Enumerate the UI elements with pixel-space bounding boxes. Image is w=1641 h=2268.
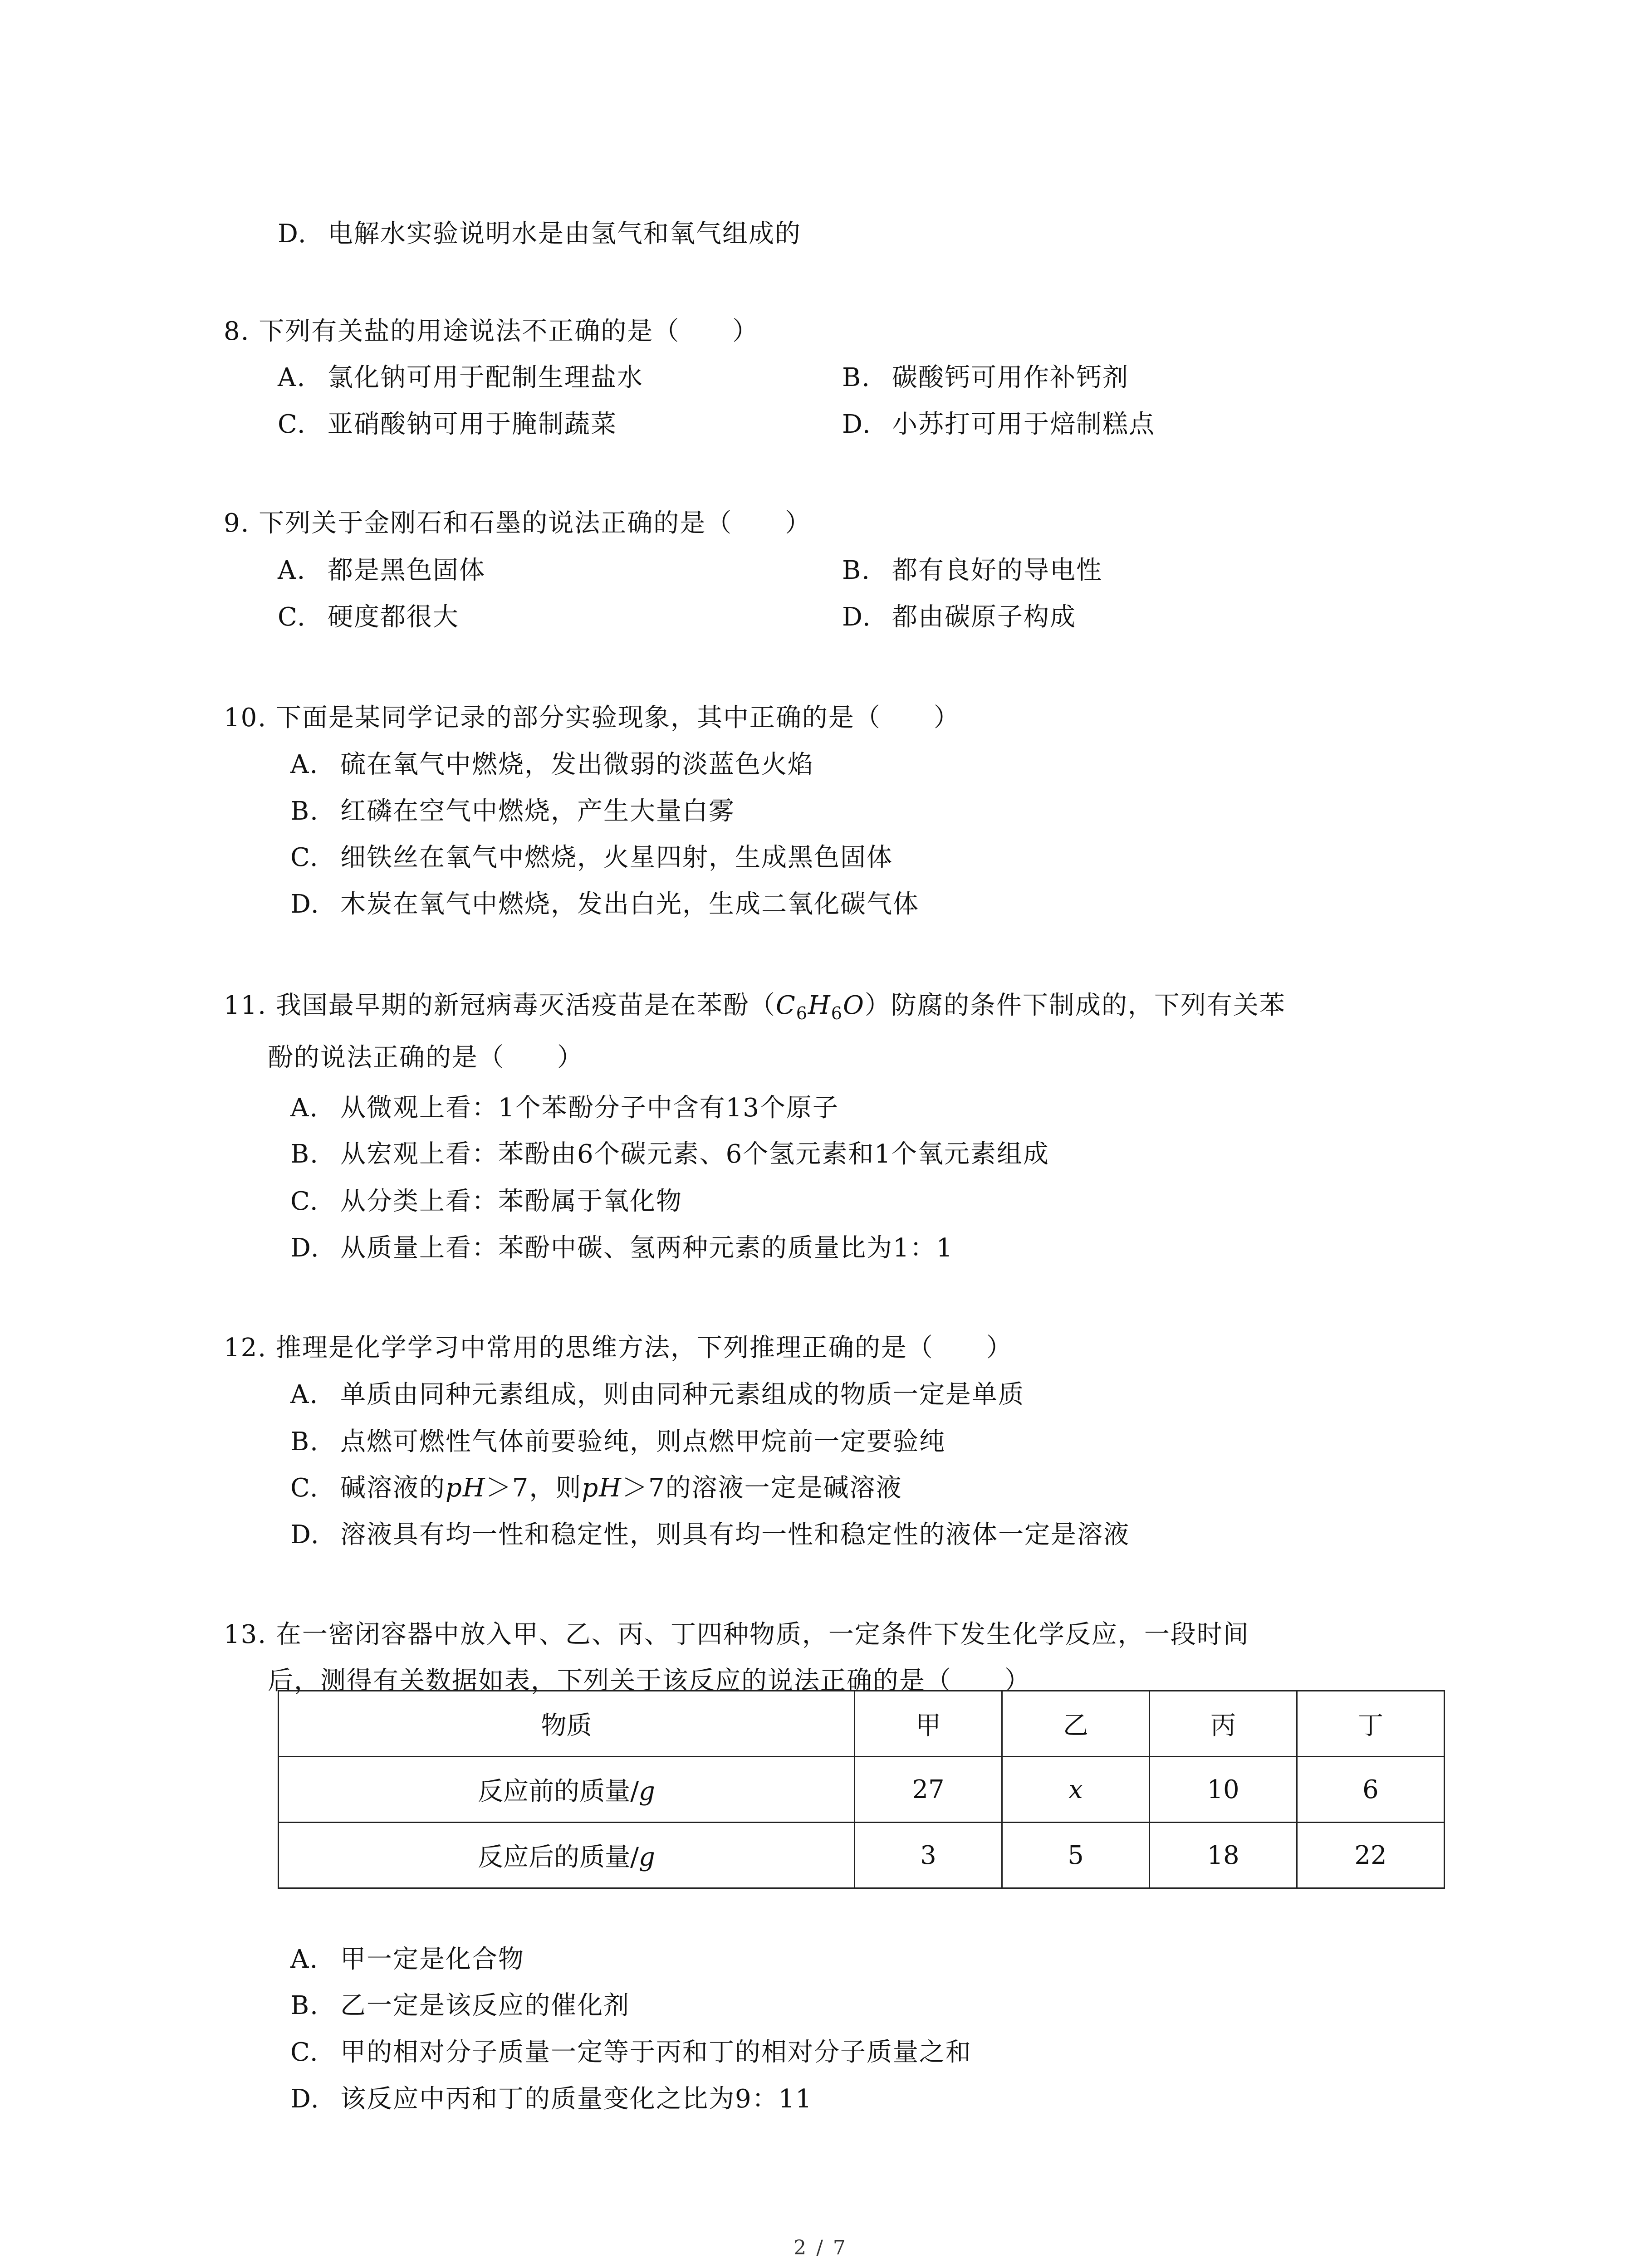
page-number: 2 / 7 (794, 2236, 847, 2259)
option-letter: A. (290, 1093, 319, 1123)
option-text: 甲的相对分子质量一定等于丙和丁的相对分子质量之和 (340, 2038, 972, 2067)
table-cell: 22 (1297, 1823, 1445, 1888)
option-letter: B. (842, 556, 871, 585)
q10-option-d (290, 892, 919, 917)
q11-option-b (290, 1139, 1049, 1169)
stem-text: ）防腐的条件下制成的，下列有关苯 (864, 991, 1286, 1020)
q10-option-a (290, 752, 814, 777)
table-header-cell: 丙 (1150, 1691, 1297, 1757)
option-letter: D. (290, 1520, 320, 1549)
ph-symbol: pH (582, 1473, 622, 1503)
q12-option-a (290, 1382, 1024, 1408)
option-text: 红磷在空气中燃烧，产生大量白雾 (340, 797, 735, 826)
q13-option-d (290, 2084, 813, 2114)
option-letter: D. (290, 2084, 320, 2114)
option-letter: C. (290, 2038, 319, 2067)
option-letter: D. (290, 1233, 320, 1263)
table-header-cell: 乙 (1002, 1691, 1150, 1757)
option-text: 从分类上看：苯酚属于氧化物 (340, 1187, 682, 1216)
table-row (279, 1757, 1445, 1823)
option-text: 都有良好的导电性 (892, 556, 1102, 585)
option-text: 碳酸钙可用作补钙剂 (892, 363, 1129, 392)
q9-stem: 9. 下列关于金刚石和石墨的说法正确的是（ ） (224, 508, 812, 538)
table-row-label (279, 1757, 855, 1823)
option-text: ＞7的溶液一定是碱溶液 (622, 1473, 902, 1503)
option-letter: C. (290, 1473, 319, 1503)
option-letter: C. (290, 843, 319, 872)
q7-option-d (278, 221, 801, 247)
option-text: 溶液具有均一性和稳定性，则具有均一性和稳定性的液体一定是溶液 (340, 1520, 1130, 1549)
table-header-row (279, 1691, 1445, 1757)
table-row (279, 1823, 1445, 1888)
option-text: ＞7，则 (485, 1473, 582, 1503)
q11-option-d (290, 1233, 954, 1263)
option-text: 都由碳原子构成 (892, 602, 1076, 632)
option-letter: C. (278, 410, 306, 439)
formula-h: H (808, 991, 831, 1020)
row-label-text: 反应前的质量/ (478, 1777, 639, 1806)
table-cell: 10 (1150, 1757, 1297, 1823)
option-text: 硫在氧气中燃烧，发出微弱的淡蓝色火焰 (340, 750, 814, 779)
q11-option-a (290, 1095, 839, 1121)
q9-option-d (842, 602, 1076, 632)
q8-option-c (278, 412, 617, 437)
option-letter: C. (290, 1187, 319, 1216)
option-letter: A. (278, 556, 306, 585)
table-cell: 5 (1002, 1823, 1150, 1888)
q8-option-a (278, 365, 643, 391)
formula-o: O (843, 991, 865, 1020)
q13-stem-line2: 后，测得有关数据如表，下列关于该反应的说法正确的是（ ） (268, 1666, 1031, 1696)
option-text: 木炭在氧气中燃烧，发出白光，生成二氧化碳气体 (340, 890, 919, 919)
formula-h-subscript: 6 (831, 1003, 843, 1024)
q10-option-c (290, 845, 893, 870)
q12-option-c (290, 1473, 902, 1503)
table-cell: 3 (855, 1823, 1002, 1888)
q12-option-b (290, 1429, 945, 1455)
q12-stem: 12. 推理是化学学习中常用的思维方法，下列推理正确的是（ ） (224, 1333, 1013, 1363)
option-letter: B. (290, 797, 319, 826)
q12-option-d (290, 1522, 1130, 1548)
unit: g (639, 1843, 655, 1872)
option-text: 亚硝酸钠可用于腌制蔬菜 (328, 410, 617, 439)
option-text: 单质由同种元素组成，则由同种元素组成的物质一定是单质 (340, 1380, 1024, 1409)
q9-option-c (278, 602, 459, 632)
option-text: 都是黑色固体 (328, 556, 485, 585)
table-cell: 27 (855, 1757, 1002, 1823)
q11-stem-line2: 酚的说法正确的是（ ） (268, 1043, 583, 1072)
option-text: 从微观上看：1个苯酚分子中含有13个原子 (340, 1093, 839, 1123)
option-text: 硬度都很大 (328, 602, 459, 632)
option-letter: A. (290, 1380, 319, 1409)
option-text: 细铁丝在氧气中燃烧，火星四射，生成黑色固体 (340, 843, 893, 872)
option-letter: C. (278, 602, 306, 632)
table-header-cell: 物质 (279, 1691, 855, 1757)
row-label-text: 反应后的质量/ (478, 1843, 639, 1872)
option-text: 碱溶液的 (340, 1473, 446, 1503)
q13-option-b (290, 1993, 630, 2019)
table-header-cell: 丁 (1297, 1691, 1445, 1757)
option-text: 电解水实验说明水是由氢气和氧气组成的 (328, 219, 801, 249)
option-text: 该反应中丙和丁的质量变化之比为9：11 (340, 2084, 813, 2114)
q9-option-a (278, 558, 485, 583)
option-letter: A. (290, 1945, 319, 1974)
q11-stem-line1 (224, 993, 1286, 1022)
option-letter: D. (290, 890, 320, 919)
option-letter: D. (278, 219, 307, 249)
q8-option-b (842, 365, 1129, 391)
option-text: 甲一定是化合物 (340, 1945, 524, 1974)
table-cell: x (1002, 1757, 1150, 1823)
table-row-label (279, 1823, 855, 1888)
q9-option-b (842, 558, 1102, 583)
ph-symbol: pH (446, 1473, 486, 1503)
option-text: 点燃可燃性气体前要验纯，则点燃甲烷前一定要验纯 (340, 1427, 945, 1457)
q11-option-c (290, 1189, 682, 1214)
stem-text: 11. 我国最早期的新冠病毒灭活疫苗是在苯酚（ (224, 991, 776, 1020)
q13-option-a (290, 1947, 524, 1972)
table-cell: 6 (1297, 1757, 1445, 1823)
unit: g (639, 1777, 655, 1806)
option-text: 小苏打可用于焙制糕点 (892, 410, 1155, 439)
q13-option-c (290, 2040, 972, 2065)
option-letter: A. (278, 363, 306, 392)
option-letter: B. (290, 1139, 319, 1169)
table-cell: 18 (1150, 1823, 1297, 1888)
option-text: 乙一定是该反应的催化剂 (340, 1991, 630, 2020)
q8-option-d (842, 412, 1155, 437)
option-letter: B. (842, 363, 871, 392)
option-text: 氯化钠可用于配制生理盐水 (328, 363, 643, 392)
option-letter: A. (290, 750, 319, 779)
mass-data-table (278, 1690, 1445, 1889)
formula-c-subscript: 6 (796, 1003, 808, 1024)
q13-stem-line1: 13. 在一密闭容器中放入甲、乙、丙、丁四种物质，一定条件下发生化学反应，一段时间 (224, 1620, 1249, 1649)
q8-stem: 8. 下列有关盐的用途说法不正确的是（ ） (224, 317, 759, 346)
q10-option-b (290, 799, 735, 824)
option-letter: B. (290, 1991, 319, 2020)
formula-c: C (775, 991, 796, 1020)
q10-stem: 10. 下面是某同学记录的部分实验现象，其中正确的是（ ） (224, 703, 960, 733)
option-letter: D. (842, 602, 872, 632)
option-text: 从质量上看：苯酚中碳、氢两种元素的质量比为1：1 (340, 1233, 954, 1263)
option-letter: D. (842, 410, 872, 439)
option-letter: B. (290, 1427, 319, 1457)
option-text: 从宏观上看：苯酚由6个碳元素、6个氢元素和1个氧元素组成 (340, 1139, 1049, 1169)
table-header-cell: 甲 (855, 1691, 1002, 1757)
